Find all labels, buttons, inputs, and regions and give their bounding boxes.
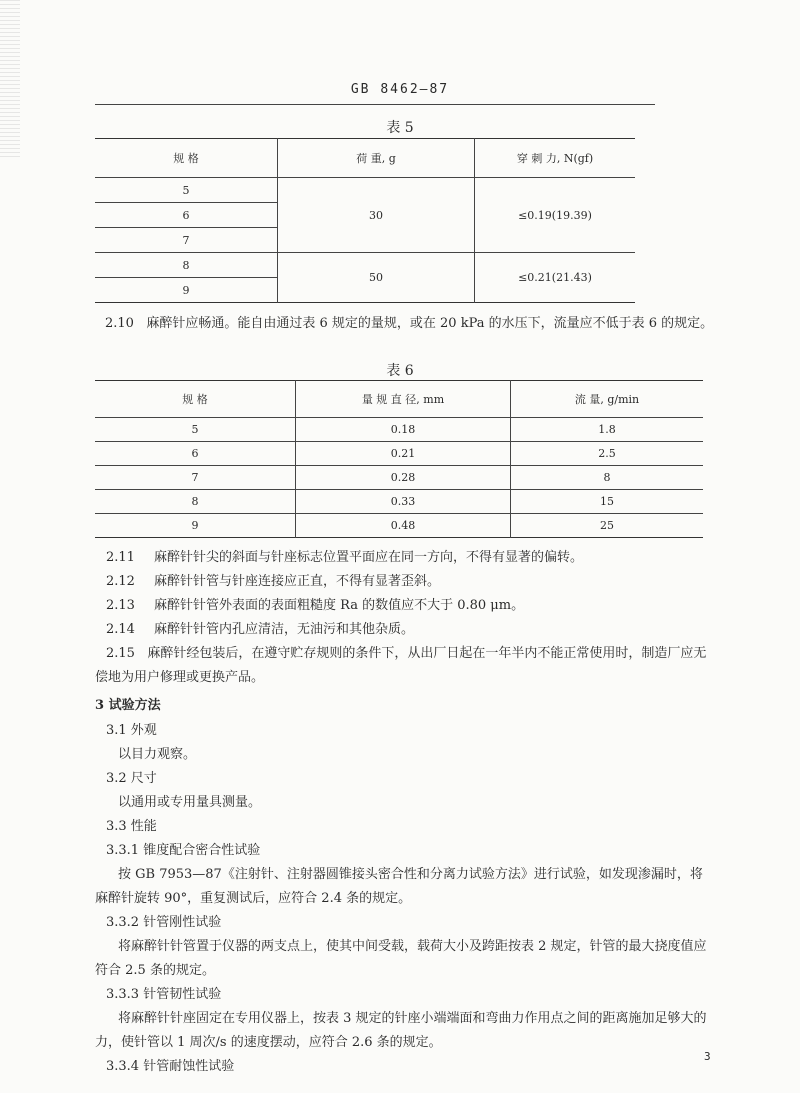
- table5-load: 50: [278, 253, 475, 303]
- table5-force: ≤0.19(19.39): [475, 178, 636, 253]
- clause-number: 2.15: [106, 646, 135, 661]
- table6-header-spec: 规 格: [95, 381, 296, 418]
- table6-spec: 6: [95, 442, 296, 466]
- clause-number: 2.11: [106, 550, 135, 565]
- table-row: [95, 466, 703, 490]
- clause-number: 2.12: [106, 574, 135, 589]
- table6-gauge: 0.21: [296, 442, 511, 466]
- clause-2-14: [106, 618, 414, 642]
- table-row: [95, 418, 703, 442]
- clause-2-10: [95, 312, 715, 336]
- table6-flow: 15: [511, 490, 704, 514]
- heading-3-3: 3.3 性能: [106, 819, 157, 834]
- table5-load: 30: [278, 178, 475, 253]
- clause-2-12: [106, 570, 440, 594]
- table6-gauge: 0.18: [296, 418, 511, 442]
- table5-header-spec: 规 格: [95, 139, 278, 178]
- table-5: [95, 138, 635, 303]
- table5-spec: 5: [95, 178, 278, 203]
- table-row: [95, 490, 703, 514]
- table5-force: ≤0.21(21.43): [518, 271, 592, 284]
- heading-3-3-4: 3.3.4 针管耐蚀性试验: [106, 1059, 235, 1074]
- clause-number: 2.14: [106, 622, 135, 637]
- clause-text: 麻醉针应畅通。能自由通过表 6 规定的量规，或在 20 kPa 的水压下，流量应不低于表 6 的规定。: [146, 316, 714, 331]
- table-row: [95, 253, 635, 278]
- heading-3-2: 3.2 尺寸: [106, 771, 157, 786]
- table5-header-row: [95, 139, 635, 178]
- table6-spec: 8: [95, 490, 296, 514]
- table5-spec: 9: [95, 278, 278, 303]
- table6-flow: 8: [511, 466, 704, 490]
- table-row: [95, 442, 703, 466]
- table-row: [95, 514, 703, 538]
- clause-2-13: [106, 594, 524, 618]
- text-3-3-3: 将麻醉针针座固定在专用仪器上，按表 3 规定的针座小端端面和弯曲力作用点之间的距离施加足够大的力，使针管以 1 周次/s 的速度摆动，应符合 2.6 条的规定。: [95, 1011, 707, 1050]
- table6-flow: 1.8: [511, 418, 704, 442]
- table6-flow: 25: [600, 519, 614, 532]
- text-3-1: 以目力观察。: [118, 747, 197, 762]
- text-3-2: 以通用或专用量具测量。: [118, 795, 262, 810]
- heading-3-1: 3.1 外观: [106, 723, 157, 738]
- table6-gauge: 0.48: [296, 514, 511, 538]
- header-rule: [95, 104, 655, 105]
- table6-spec: 7: [95, 466, 296, 490]
- table5-spec: 6: [95, 203, 278, 228]
- table-row: [95, 178, 635, 203]
- clause-2-15: [95, 642, 715, 690]
- heading-3-3-1: 3.3.1 锥度配合密合性试验: [106, 843, 261, 858]
- table6-spec: 9: [95, 514, 296, 538]
- clause-text: 麻醉针针管与针座连接应正直，不得有显著歪斜。: [154, 574, 441, 589]
- text-3-3-1: 按 GB 7953—87《注射针、注射器圆锥接头密合性和分离力试验方法》进行试验，如发现渗漏时，将麻醉针旋转 90°，重复测试后，应符合 2.4 条的规定。: [95, 867, 703, 906]
- clause-text: 麻醉针针管外表面的表面粗糙度 Ra 的数值应不大于 0.80 μm。: [154, 598, 525, 613]
- clause-2-11: [106, 546, 583, 570]
- section-3-title: 3 试验方法: [95, 698, 161, 713]
- text-3-3-2: 将麻醉针针管置于仪器的两支点上，使其中间受载，载荷大小及跨距按表 2 规定，针管的最大挠度值应符合 2.5 条的规定。: [95, 939, 707, 978]
- table6-caption: 表 6: [386, 363, 414, 379]
- table5-header-force: 穿 刺 力, N(gf): [475, 139, 636, 178]
- table6-header-row: [95, 381, 703, 418]
- clause-text: 麻醉针经包装后，在遵守贮存规则的条件下，从出厂日起在一年半内不能正常使用时，制造厂应无偿地为用户修理或更换产品。: [95, 646, 707, 685]
- table5-spec: 8: [95, 253, 278, 278]
- table6-flow: 2.5: [511, 442, 704, 466]
- table6-header-gauge: 量 规 直 径, mm: [296, 381, 511, 418]
- clause-text: 麻醉针针尖的斜面与针座标志位置平面应在同一方向，不得有显著的偏转。: [154, 550, 584, 565]
- page-number: 3: [704, 1050, 711, 1063]
- table5-caption: 表 5: [386, 120, 414, 136]
- heading-3-3-3: 3.3.3 针管韧性试验: [106, 987, 222, 1002]
- standard-header: GB 8462—87: [350, 82, 450, 97]
- table-6: [95, 380, 703, 538]
- heading-3-3-2: 3.3.2 针管刚性试验: [106, 915, 222, 930]
- table6-gauge: 0.28: [296, 466, 511, 490]
- table6-spec: 5: [95, 418, 296, 442]
- clause-text: 麻醉针针管内孔应清洁，无油污和其他杂质。: [154, 622, 415, 637]
- clause-number: 2.10: [105, 316, 134, 331]
- table5-spec: 7: [95, 228, 278, 253]
- table6-header-flow: 流 量, g/min: [511, 381, 704, 418]
- clause-number: 2.13: [106, 598, 135, 613]
- table5-header-load: 荷 重, g: [278, 139, 475, 178]
- table6-gauge: 0.33: [296, 490, 511, 514]
